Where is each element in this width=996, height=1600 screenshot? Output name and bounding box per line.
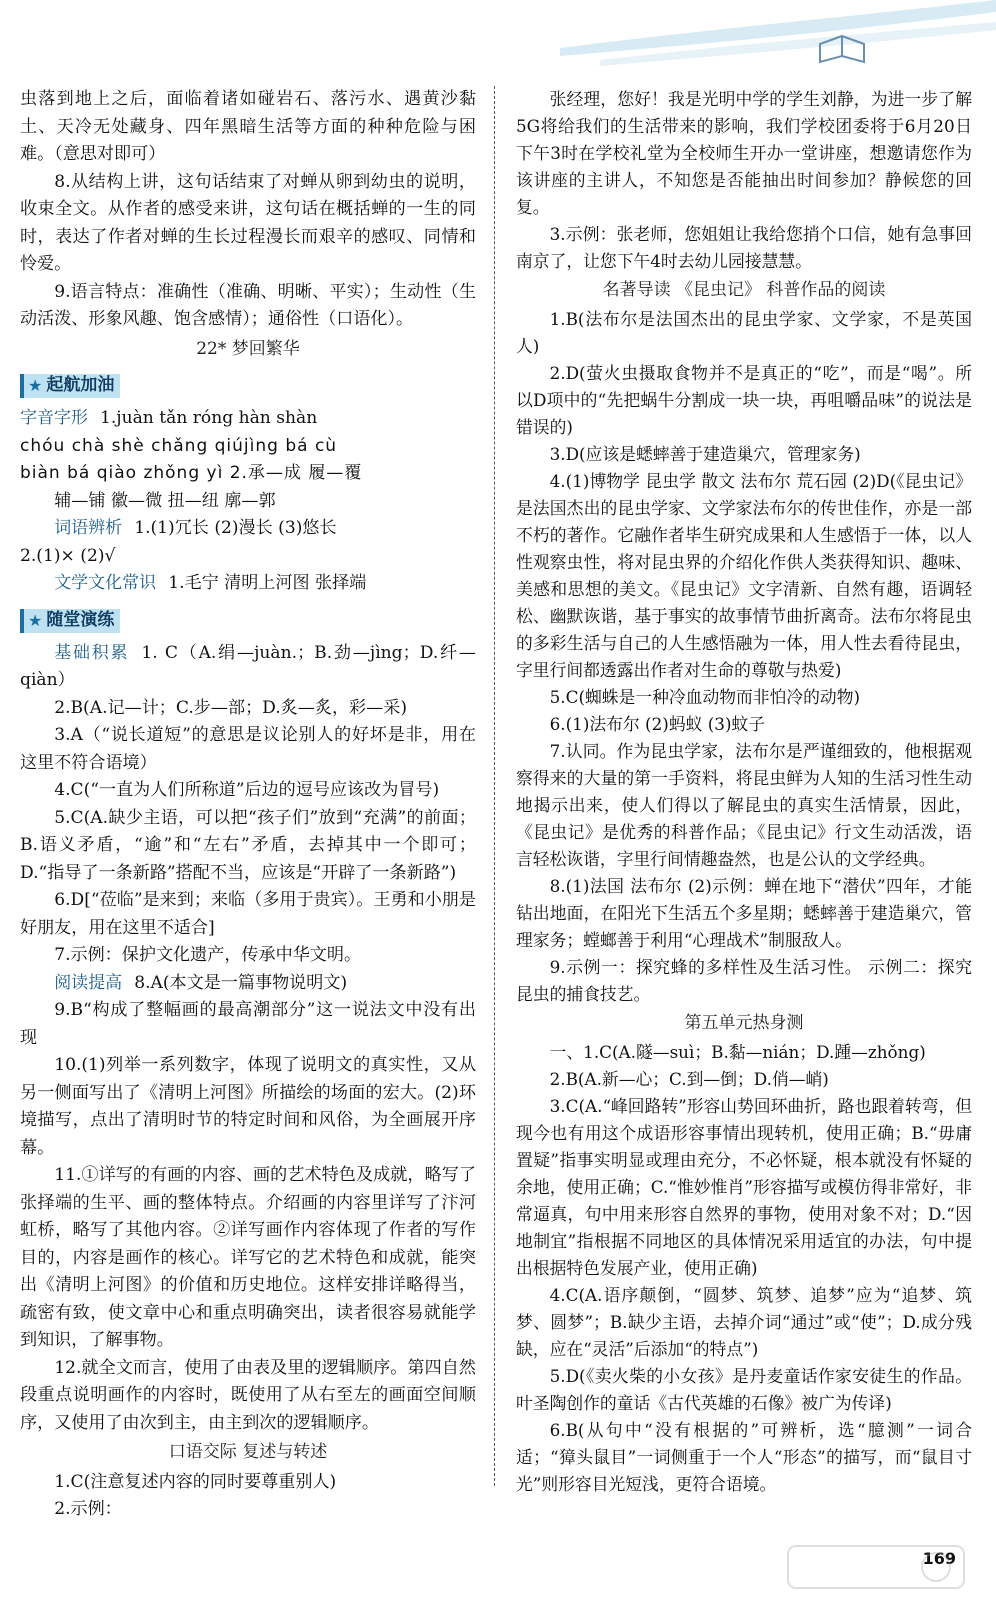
answer-text: 4.C(A.语序颠倒，“圆梦、筑梦、追梦”应为“追梦、筑梦、圆梦”；B.缺少主语，去掉介词“通过”或“使”；D.成分残缺，应在“灵活”后添加“的特点”) bbox=[516, 1285, 972, 1359]
answer-paragraph bbox=[20, 1355, 476, 1438]
answer-paragraph bbox=[516, 468, 972, 684]
answer-text: 10.(1)列举一系列数字，体现了说明文的真实性，又从另一侧面写出了《清明上河图》所描绘的场面的宏大。(2)环境描写，点出了清明时节的特定时间和风俗，为全画展开序幕。 bbox=[20, 1055, 476, 1158]
answer-paragraph bbox=[20, 970, 476, 998]
section-header-label: 随堂演练 bbox=[46, 609, 115, 630]
answer-paragraph bbox=[20, 887, 476, 942]
answer-paragraph bbox=[20, 1162, 476, 1355]
answer-text: 2.B(A.新—心；C.到—倒；D.俏—峭) bbox=[549, 1069, 829, 1089]
answer-paragraph bbox=[516, 1066, 972, 1093]
answer-paragraph bbox=[516, 306, 972, 360]
answer-paragraph bbox=[516, 1363, 972, 1417]
answer-text: 1.(1)冗长 (2)漫长 (3)悠长 bbox=[134, 518, 337, 538]
answer-text: chóu chà shè chǎng qiújìng bá cù bbox=[20, 435, 338, 456]
subsection-label: 文学文化常识 bbox=[54, 573, 157, 593]
answer-text: 5.C(蜘蛛是一种冷血动物而非怕冷的动物) bbox=[549, 687, 861, 707]
page-number: 169 bbox=[922, 1549, 956, 1568]
answer-text: 11.①详写的有画的内容、画的艺术特色及成就，略写了张择端的生平、画的整体特点。介绍画的内容里详写了汴河虹桥，略写了其他内容。②详写画作内容体现了作者的写作目的，内容是画作的核心。详写它的艺术特色和成就，能突出《清明上河图》的价值和历史地位。这样安排详略得当，疏密有致，使文章中心和重点明确突出，读者很容易就能学到知识，了解事物。 bbox=[20, 1165, 476, 1350]
answer-text: 6.(1)法布尔 (2)蚂蚁 (3)蚊子 bbox=[549, 714, 766, 734]
answer-paragraph bbox=[516, 1282, 972, 1363]
answer-paragraph bbox=[20, 543, 476, 571]
answer-paragraph bbox=[516, 441, 972, 468]
answer-paragraph bbox=[516, 86, 972, 221]
answer-paragraph bbox=[20, 695, 476, 723]
subsection-title: 22* 梦回繁华 bbox=[196, 338, 300, 359]
answer-paragraph bbox=[516, 1039, 972, 1066]
answer-text: 张经理，您好！我是光明中学的学生刘静，为进一步了解5G将给我们的生活带来的影响，我们学校团委将于6月20日下午3时在学校礼堂为全校师生开办一堂讲座，想邀请您作为该讲座的主讲人，不知您是否能抽出时间参加？静候您的回复。 bbox=[516, 89, 972, 217]
answer-paragraph bbox=[20, 1469, 476, 1497]
answer-text: 1. C（A.绢—juàn.；B.劲—jìng；D.纤—qiàn） bbox=[20, 642, 476, 690]
answer-text: 1.C(注意复述内容的同时要尊重别人) bbox=[54, 1471, 337, 1492]
answer-text: 5.D(《卖火柴的小女孩》是丹麦童话作家安徒生的作品。叶圣陶创作的童话《古代英雄的石像》被广为传译) bbox=[516, 1366, 972, 1413]
answer-text: 8.A(本文是一篇事物说明文) bbox=[134, 972, 348, 993]
header-decoration bbox=[0, 0, 996, 80]
subsection-title: 名著导读 《昆虫记》 科普作品的阅读 bbox=[602, 280, 886, 300]
answer-paragraph bbox=[20, 515, 476, 543]
answer-paragraph bbox=[20, 405, 476, 433]
answer-paragraph bbox=[516, 684, 972, 711]
subsection-title: 口语交际 复述与转述 bbox=[168, 1442, 328, 1462]
star-icon: ★ bbox=[28, 376, 43, 396]
answer-paragraph bbox=[20, 433, 476, 461]
star-icon: ★ bbox=[28, 610, 43, 630]
section-header bbox=[20, 371, 476, 401]
answer-paragraph bbox=[20, 640, 476, 695]
answer-text: biàn bá qiào zhǒng yì 2.承—成 履—覆 bbox=[20, 463, 363, 483]
answer-paragraph bbox=[20, 279, 476, 334]
answer-paragraph bbox=[516, 221, 972, 275]
answer-paragraph bbox=[20, 942, 476, 970]
subsection-label: 阅读提高 bbox=[54, 972, 123, 993]
answer-paragraph bbox=[20, 1052, 476, 1162]
answer-text: 2.D(萤火虫摄取食物并不是真正的“吃”，而是“喝”。所以D项中的“先把蜗牛分割成一块一块，再咀嚼品味”的说法是错误的) bbox=[516, 363, 972, 437]
answer-text: 12.就全文而言，使用了由表及里的逻辑顺序。第四自然段重点说明画作的内容时，既使用了从右至左的画面空间顺序，又使用了由次到主，由主到次的逻辑顺序。 bbox=[20, 1357, 476, 1433]
answer-paragraph bbox=[20, 86, 476, 169]
answer-text: 3.A（“说长道短”的意思是议论别人的好坏是非，用在这里不符合语境） bbox=[20, 725, 476, 773]
section-header-label: 起航加油 bbox=[46, 375, 115, 396]
answer-text: 辅—铺 徽—微 扭—纽 廓—郭 bbox=[54, 490, 276, 511]
answer-text: 2.(1)× (2)√ bbox=[20, 545, 116, 566]
answer-paragraph bbox=[20, 722, 476, 777]
answer-text: 7.认同。作为昆虫学家，法布尔是严谨细致的，他根据观察得来的大量的第一手资料，将昆虫鲜为人知的生活习性生动地揭示出来，使人们得以了解昆虫的真实生活情景，因此，《昆虫记》是优秀的科普作品；《昆虫记》行文生动活泼，语言轻松诙谐，字里行间情趣盎然，也是公认的文学经典。 bbox=[516, 741, 972, 869]
answer-paragraph bbox=[516, 1417, 972, 1498]
left-column bbox=[20, 86, 476, 1524]
answer-paragraph bbox=[516, 360, 972, 441]
subsection-label: 词语辨析 bbox=[54, 518, 123, 538]
answer-text: 9.语言特点：准确性（准确、明晰、平实）；生动性（生动活泼、形象风趣、饱含感情）；通俗性（口语化）。 bbox=[20, 281, 476, 329]
answer-text: 3.C(A.“峰回路转”形容山势回环曲折，路也跟着转弯，但现今也有用这个成语形容事情出现转机，使用正确；B.“毋庸置疑”指事实明显或理由充分，不必怀疑，根本就没有怀疑的余地，使用正确；C.“惟妙惟肖”形容描写或模仿得非常好，非常逼真，句中用来形容自然界的事物，使用对象不对；D.“因地制宜”指根据不同地区的具体情况采用适宜的办法，句中提出根据特色发展产业，使用正确) bbox=[516, 1096, 973, 1278]
answer-text: 7.示例：保护文化遗产，传承中华文明。 bbox=[54, 945, 362, 965]
answer-text: 9.示例一：探究蜂的多样性及生活习性。 示例二：探究昆虫的捕食技艺。 bbox=[516, 957, 972, 1004]
answer-text: 6.B(从句中“没有根据的”可辨析，选“臆测”一词合适；“獐头鼠目”一词侧重于一个人“形态”的描写，而“鼠目寸光”则形容目光短浅，更符合语境。 bbox=[516, 1420, 972, 1494]
answer-text: 3.示例：张老师，您姐姐让我给您捎个口信，她有急事回南京了，让您下午4时去幼儿园接慧慧。 bbox=[516, 224, 972, 271]
section-header-box bbox=[20, 374, 120, 398]
answer-text: 虫落到地上之后，面临着诸如碰岩石、落污水、遇黄沙黏土、天冷无处藏身、四年黑暗生活等方面的种种危险与困难。（意思对即可） bbox=[20, 89, 476, 164]
answer-text: 6.D[“莅临”是来到；来临（多用于贵宾）。王勇和小朋是好朋友，用在这里不适合] bbox=[20, 890, 476, 938]
subsection-label: 字音字形 bbox=[20, 408, 88, 428]
answer-text: 3.D(应该是蟋蟀善于建造巢穴，管理家务) bbox=[549, 444, 861, 464]
right-column bbox=[516, 86, 972, 1498]
answer-text: 9.B“构成了整幅画的最高潮部分”这一说法文中没有出现 bbox=[20, 1000, 476, 1048]
answer-paragraph bbox=[20, 570, 476, 598]
answer-paragraph bbox=[20, 1496, 476, 1524]
answer-text: 8.从结构上讲，这句话结束了对蝉从卵到幼虫的说明，收束全文。从作者的感受来讲，这句话在概括蝉的一生的同时，表达了作者对蝉的生长过程漫长而艰辛的感叹、同情和怜爱。 bbox=[20, 171, 476, 274]
section-header-box bbox=[20, 609, 120, 633]
answer-paragraph bbox=[516, 711, 972, 738]
answer-paragraph bbox=[20, 488, 476, 516]
answer-paragraph bbox=[516, 873, 972, 954]
subsection-label: 基础积累 bbox=[54, 642, 130, 663]
column-divider bbox=[494, 86, 495, 1486]
answer-text: 1.juàn tǎn róng hàn shàn bbox=[100, 408, 318, 428]
answer-text: 8.(1)法国 法布尔 (2)示例：蝉在地下“潜伏”四年，才能钻出地面，在阳光下生活五个多星期；蟋蟀善于建造巢穴，管理家务；螳螂善于利用“心理战术”制服敌人。 bbox=[516, 876, 972, 950]
answer-paragraph bbox=[20, 460, 476, 488]
answer-text: 2.B(A.记—计；C.步—部；D.炙—炙，彩—采) bbox=[54, 697, 408, 718]
answer-text: 4.(1)博物学 昆虫学 散文 法布尔 荒石园 (2)D(《昆虫记》是法国杰出的昆虫学家、文学家法布尔的传世佳作，亦是一部不朽的著作。它融作者毕生研究成果和人生感悟于一体，以人性观察虫性，将对昆虫界的介绍化作供人类获得知识、趣味、美感和思想的美文。《昆虫记》文字清新、自然有趣，语调轻松、幽默诙谐，基于事实的故事情节曲折离奇。法布尔将昆虫的多彩生活与自己的人生感悟融为一体，用人性去看待昆虫，字里行间都透露出作者对生命的尊敬与热爱) bbox=[516, 471, 972, 680]
section-header bbox=[20, 606, 476, 636]
answer-paragraph bbox=[516, 738, 972, 873]
answer-text: 2.示例： bbox=[54, 1499, 122, 1519]
answer-text: 1.毛宁 清明上河图 张择端 bbox=[168, 573, 367, 593]
answer-paragraph bbox=[20, 169, 476, 279]
answer-text: 4.C(“一直为人们所称道”后边的逗号应该改为冒号) bbox=[54, 780, 440, 800]
answer-paragraph bbox=[20, 777, 476, 805]
answer-paragraph bbox=[516, 1093, 972, 1282]
answer-text: 一、1.C(A.隧—suì；B.黏—nián；D.踵—zhǒng) bbox=[549, 1042, 926, 1062]
watermark-logo bbox=[786, 1544, 966, 1590]
answer-paragraph bbox=[20, 997, 476, 1052]
answer-paragraph bbox=[516, 954, 972, 1008]
subsection-title: 第五单元热身测 bbox=[684, 1013, 804, 1033]
answer-text: 1.B(法布尔是法国杰出的昆虫学家、文学家，不是英国人) bbox=[516, 309, 972, 356]
answer-text: 5.C(A.缺少主语，可以把“孩子们”放到“充满”的前面；B.语义矛盾，“逾”和“左右”矛盾，去掉其中一个即可；D.“指导了一条新路”搭配不当，应该是“开辟了一条新路”) bbox=[20, 807, 476, 883]
answer-paragraph bbox=[20, 805, 476, 888]
